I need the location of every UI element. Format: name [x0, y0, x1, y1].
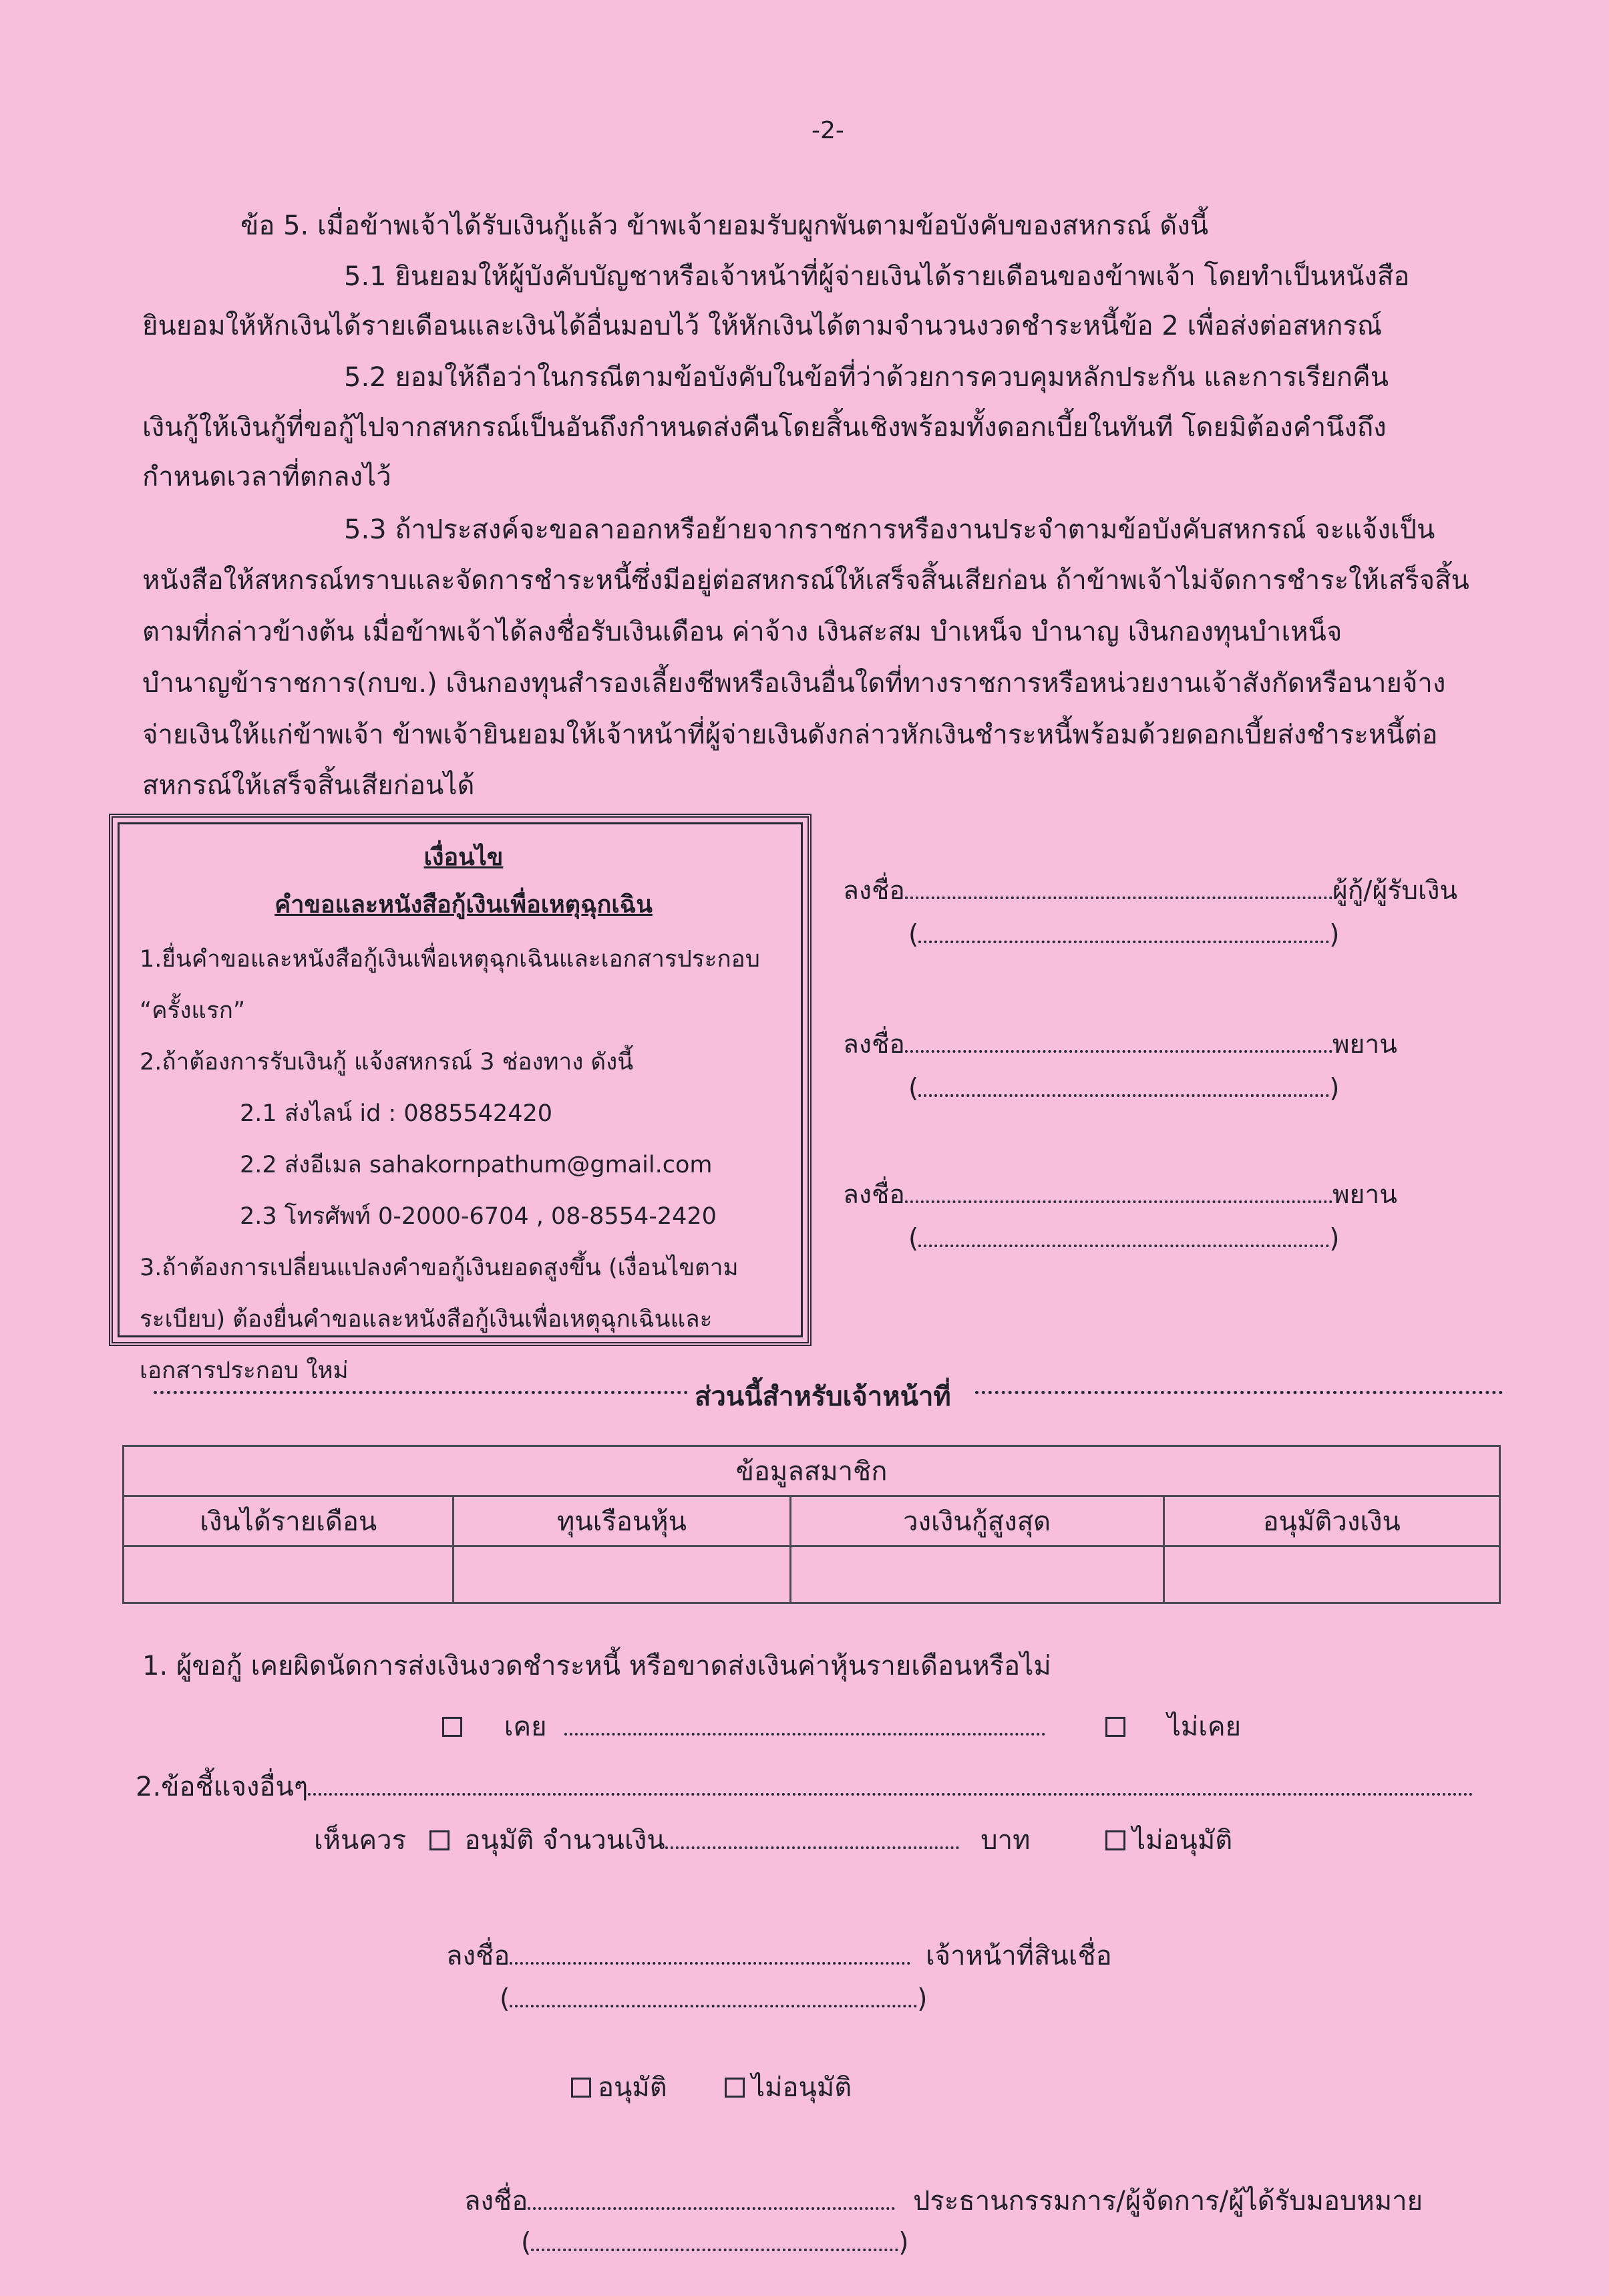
- signature-line[interactable]: [510, 1943, 910, 1965]
- open-paren: (: [500, 1984, 510, 2014]
- not-approve-option: [1105, 1827, 1232, 1854]
- condition-2-3: 2.3 โทรศัพท์ 0-2000-6704 , 08-8554-2420: [240, 1203, 717, 1230]
- clause5-3-line3: ตามที่กล่าวข้างต้น เมื่อข้าพเจ้าได้ลงชื่อรับเงินเดือน ค่าจ้าง เงินสะสม บำเหน็จ บำนาญ เงินกองทุนบำเหน็จ: [142, 617, 1343, 647]
- open-paren: (: [908, 1074, 919, 1104]
- condition-3a: 3.ถ้าต้องการเปลี่ยนแปลงคำขอกู้เงินยอดสูงขึ้น (เงื่อนไขตาม: [140, 1255, 739, 1281]
- not-approve-checkbox[interactable]: [1105, 1830, 1125, 1850]
- open-paren: (: [521, 2228, 532, 2258]
- cell-approved-amount[interactable]: [1164, 1546, 1499, 1603]
- yes-label: เคย: [504, 1711, 547, 1742]
- page-number: -2-: [812, 117, 844, 144]
- clause5-3-line4: บำนาญข้าราชการ(กบข.) เงินกองทุนสำรองเลี้ยงชีพหรือเงินอื่นใดที่ทางราชการหรือหน่วยงานเจ้าสังกัดหรือนายจ้าง: [142, 668, 1446, 699]
- credit-officer-name-line: [500, 1984, 927, 2014]
- no-checkbox[interactable]: [1105, 1717, 1125, 1737]
- name-line[interactable]: [531, 2230, 898, 2251]
- approve-checkbox[interactable]: [429, 1830, 450, 1850]
- close-paren: ): [1329, 920, 1340, 950]
- final-not-approve-label: ไม่อนุมัติ: [751, 2072, 852, 2103]
- witness2-name-line: [908, 1224, 1339, 1254]
- sign-label: ลงชื่อ: [464, 2186, 528, 2217]
- final-approve-option: [571, 2074, 667, 2101]
- witness-role: พยาน: [1332, 1180, 1397, 1210]
- clause5-heading: ข้อ 5. เมื่อข้าพเจ้าได้รับเงินกู้แล้ว ข้าพเจ้ายอมรับผูกพันตามข้อบังคับของสหกรณ์ ดังนี้: [240, 210, 1209, 241]
- close-paren: ): [1329, 1224, 1340, 1254]
- open-paren: (: [908, 920, 919, 950]
- clause5-3-line6: สหกรณ์ให้เสร็จสิ้นเสียก่อนได้: [142, 770, 475, 801]
- clause5-3-line5: จ่ายเงินให้แก่ข้าพเจ้า ข้าพเจ้ายินยอมให้เจ้าหน้าที่ผู้จ่ายเงินดังกล่าวหักเงินชำระหนี้พร้อมด้วยดอกเบี้ยส่งชำระหนี้ต่อ: [142, 719, 1438, 750]
- borrower-signature: [843, 870, 1457, 911]
- final-approve-label: อนุมัติ: [598, 2072, 667, 2103]
- col-approved-amount: อนุมัติวงเงิน: [1164, 1496, 1499, 1546]
- sign-label: ลงชื่อ: [843, 1180, 905, 1210]
- close-paren: ): [917, 1984, 928, 2014]
- cell-max-loan[interactable]: [790, 1546, 1164, 1603]
- question-2: [136, 1774, 1473, 1800]
- yes-detail-line[interactable]: [564, 1714, 1045, 1736]
- not-approve-label: ไม่อนุมัติ: [1132, 1825, 1233, 1856]
- sign-label: ลงชื่อ: [446, 1941, 510, 1971]
- baht-label: บาท: [980, 1825, 1031, 1856]
- question-2-label: 2.ข้อชี้แจงอื่นๆ: [136, 1772, 309, 1802]
- borrower-name-line: [908, 920, 1339, 950]
- signature-line[interactable]: [905, 1031, 1332, 1053]
- clause5-3-line2: หนังสือให้สหกรณ์ทราบและจัดการชำระหนี้ซึ่งมีอยู่ต่อสหกรณ์ให้เสร็จสิ้นเสียก่อน ถ้าข้าพเจ้าไม่จัดการชำระให้เสร็จสิ้น: [142, 565, 1469, 596]
- yes-checkbox[interactable]: [442, 1717, 462, 1737]
- credit-officer-signature: [446, 1934, 1112, 1977]
- col-max-loan: วงเงินกู้สูงสุด: [790, 1496, 1164, 1546]
- option-no: [1105, 1713, 1241, 1740]
- credit-officer-role: เจ้าหน้าที่สินเชื่อ: [925, 1941, 1112, 1971]
- open-paren: (: [908, 1224, 919, 1254]
- officer-section-title: ส่วนนี้สำหรับเจ้าหน้าที่: [695, 1381, 951, 1412]
- close-paren: ): [898, 2228, 909, 2258]
- clause5-1-line2: ยินยอมให้หักเงินได้รายเดือนและเงินได้อื่นมอบไว้ ให้หักเงินได้ตามจำนวนงวดชำระหนี้ข้อ 2 เพื่อส่งต่อสหกรณ์: [142, 311, 1383, 341]
- condition-2-1: 2.1 ส่งไลน์ id : 0885542420: [240, 1100, 553, 1127]
- name-line[interactable]: [918, 922, 1329, 943]
- witness-role: พยาน: [1332, 1029, 1397, 1059]
- final-approve-checkbox[interactable]: [571, 2078, 591, 2098]
- signature-line[interactable]: [905, 1182, 1332, 1203]
- option-yes: [442, 1713, 1045, 1740]
- conditions-box: [109, 814, 812, 1384]
- col-share-capital: ทุนเรือนหุ้น: [454, 1496, 790, 1546]
- final-not-approve-option: [725, 2074, 852, 2101]
- chairman-name-line: [521, 2228, 908, 2258]
- clause5-3-line1: 5.3 ถ้าประสงค์จะขอลาออกหรือย้ายจากราชการหรืองานประจำตามข้อบังคับสหกรณ์ จะแจ้งเป็น: [344, 514, 1435, 545]
- borrower-role: ผู้กู้/ผู้รับเงิน: [1332, 876, 1458, 906]
- col-monthly-income: เงินได้รายเดือน: [124, 1496, 454, 1546]
- clause5-2-line2: เงินกู้ให้เงินกู้ที่ขอกู้ไปจากสหกรณ์เป็นอันถึงกำหนดส่งคืนโดยสิ้นเชิงพร้อมทั้งดอกเบี้ยในทันที โดยมิต้องคำนึงถึง: [142, 412, 1387, 443]
- member-info-table: [122, 1445, 1501, 1604]
- name-line[interactable]: [918, 1226, 1329, 1247]
- opinion-row: [314, 1827, 1031, 1854]
- clause5-2-line3: กำหนดเวลาที่ตกลงไว้: [142, 462, 391, 492]
- condition-3b: ระเบียบ) ต้องยื่นคำขอและหนังสือกู้เงินเพื่อเหตุฉุกเฉินและ: [140, 1306, 713, 1333]
- cell-monthly-income[interactable]: [124, 1546, 454, 1603]
- cell-share-capital[interactable]: [454, 1546, 790, 1603]
- chairman-signature: [464, 2179, 1423, 2222]
- condition-1b: “ครั้งแรก”: [140, 997, 246, 1024]
- no-label: ไม่เคย: [1167, 1711, 1242, 1742]
- witness1-signature: [843, 1023, 1397, 1065]
- signature-line[interactable]: [528, 2188, 895, 2210]
- name-line[interactable]: [510, 1986, 917, 2007]
- amount-line[interactable]: [665, 1828, 959, 1849]
- condition-2-2: 2.2 ส่งอีเมล sahakornpathum@gmail.com: [240, 1152, 713, 1178]
- amount-label: จำนวนเงิน: [542, 1825, 665, 1856]
- witness1-name-line: [908, 1074, 1339, 1104]
- opinion-label: เห็นควร: [314, 1825, 407, 1856]
- divider-right: [975, 1391, 1503, 1394]
- sign-label: ลงชื่อ: [843, 876, 905, 906]
- condition-2: 2.ถ้าต้องการรับเงินกู้ แจ้งสหกรณ์ 3 ช่องทาง ดังนี้: [140, 1049, 634, 1076]
- chairman-role: ประธานกรรมการ/ผู้จัดการ/ผู้ได้รับมอบหมาย: [912, 2186, 1423, 2217]
- witness2-signature: [843, 1174, 1397, 1215]
- q2-detail-line[interactable]: [308, 1774, 1473, 1796]
- signature-line[interactable]: [905, 878, 1332, 899]
- approve-label: อนุมัติ: [464, 1825, 534, 1856]
- name-line[interactable]: [918, 1076, 1329, 1097]
- divider-left: [154, 1391, 688, 1394]
- clause5-2-line1: 5.2 ยอมให้ถือว่าในกรณีตามข้อบังคับในข้อที่ว่าด้วยการควบคุมหลักประกัน และการเรียกคืน: [344, 362, 1389, 393]
- final-not-approve-checkbox[interactable]: [725, 2078, 745, 2098]
- conditions-subtitle: คำขอและหนังสือกู้เงินเพื่อเหตุฉุกเฉิน: [275, 891, 653, 919]
- conditions-title: เงื่อนไข: [423, 844, 504, 871]
- close-paren: ): [1329, 1074, 1340, 1104]
- question-1: 1. ผู้ขอกู้ เคยผิดนัดการส่งเงินงวดชำระหนี้ หรือขาดส่งเงินค่าหุ้นรายเดือนหรือไม่: [142, 1651, 1051, 1681]
- sign-label: ลงชื่อ: [843, 1029, 905, 1059]
- condition-1a: 1.ยื่นคำขอและหนังสือกู้เงินเพื่อเหตุฉุกเฉินและเอกสารประกอบ: [140, 946, 760, 973]
- table-title: ข้อมูลสมาชิก: [124, 1446, 1500, 1496]
- clause5-1-line1: 5.1 ยินยอมให้ผู้บังคับบัญชาหรือเจ้าหน้าที่ผู้จ่ายเงินได้รายเดือนของข้าพเจ้า โดยทำเป็นหนังสือ: [344, 261, 1410, 292]
- condition-3c: เอกสารประกอบ ใหม่: [140, 1357, 349, 1384]
